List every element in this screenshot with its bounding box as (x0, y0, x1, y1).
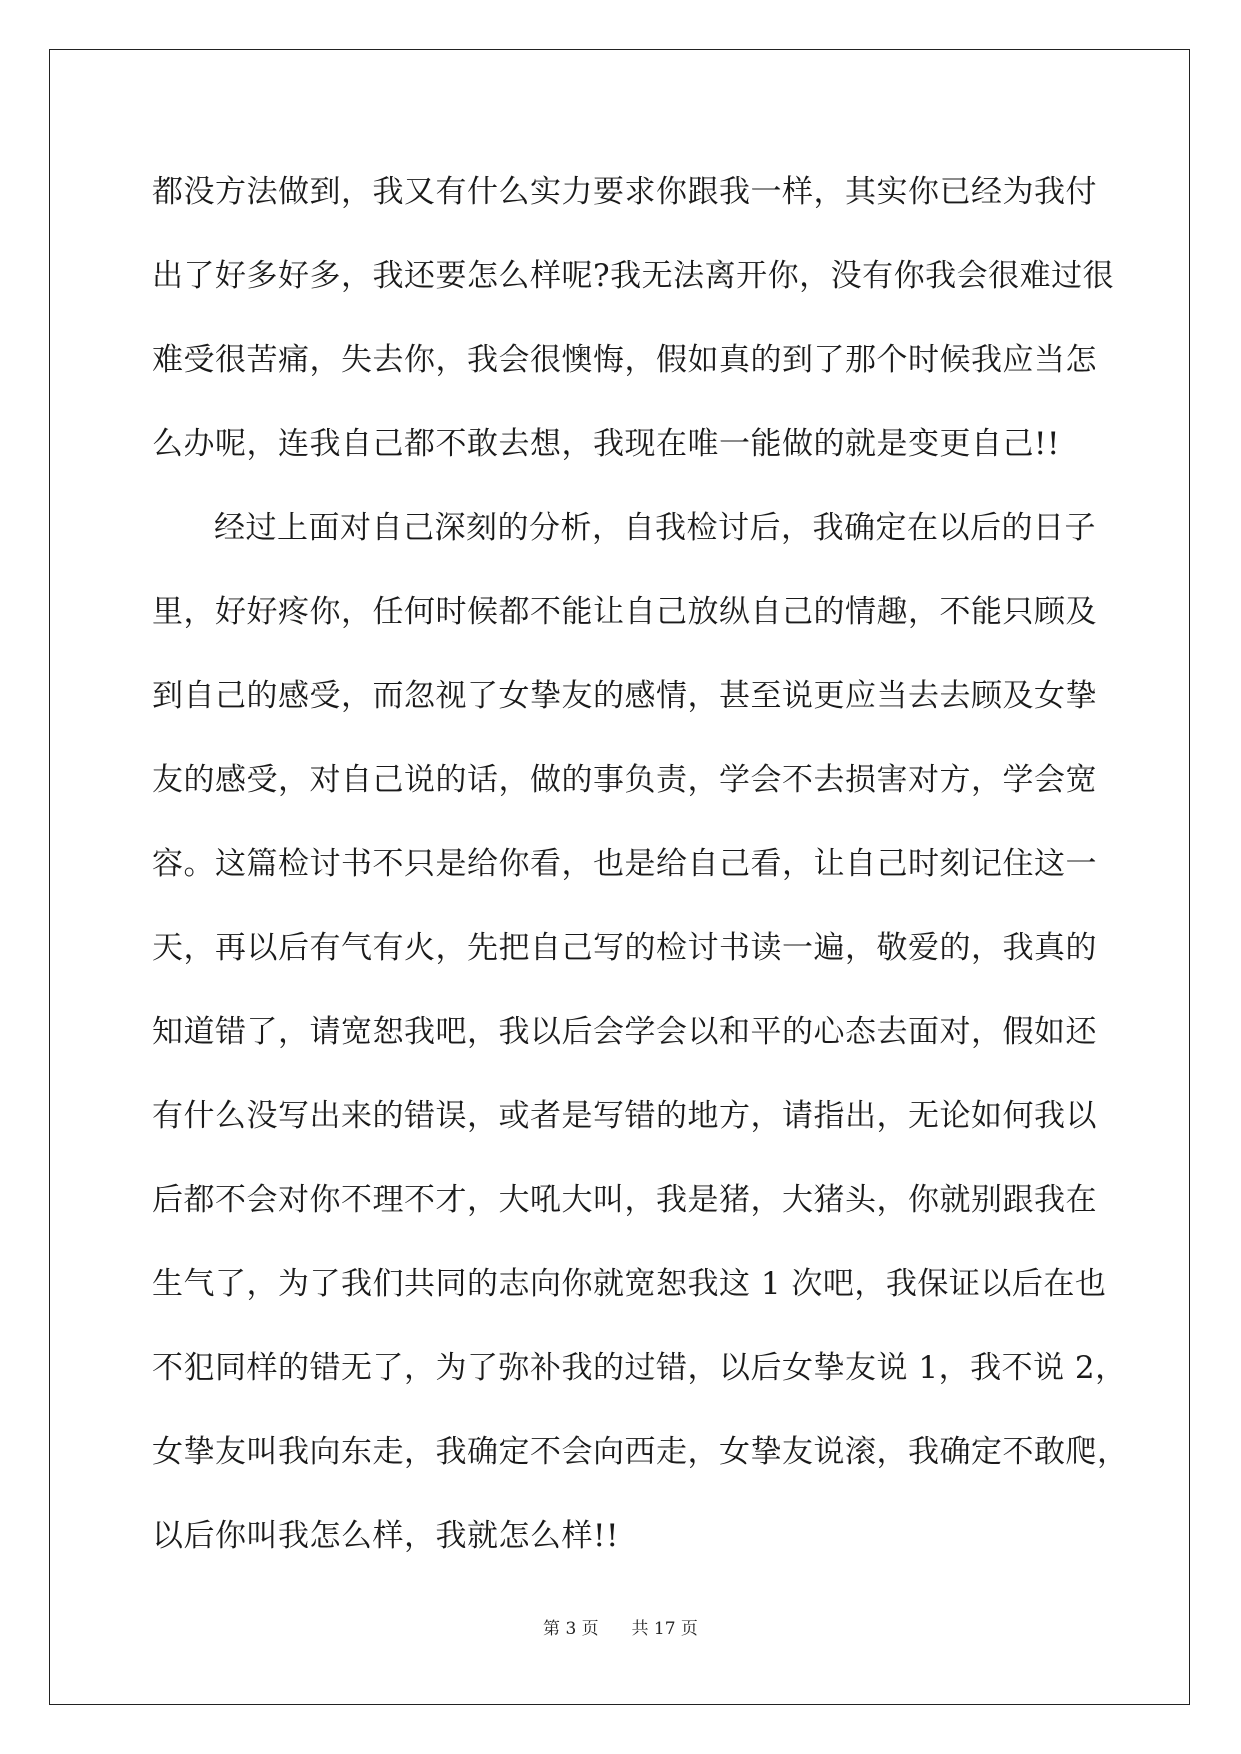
text-line: 都没方法做到，我又有什么实力要求你跟我一样，其实你已经为我付 (152, 174, 1097, 210)
text-line: 出了好多好多，我还要怎么样呢?我无法离开你，没有你我会很难过很 (152, 258, 1115, 294)
text-line: 么办呢，连我自己都不敢去想，我现在唯一能做的就是变更自己!! (152, 426, 1060, 462)
text-line: 友的感受，对自己说的话，做的事负责，学会不去损害对方，学会宽 (152, 762, 1097, 798)
text-line: 女挚友叫我向东走，我确定不会向西走，女挚友说滚，我确定不敢爬， (152, 1434, 1129, 1470)
text-line: 以后你叫我怎么样，我就怎么样!! (152, 1518, 619, 1554)
text-line: 容。这篇检讨书不只是给你看，也是给自己看，让自己时刻记住这一 (152, 846, 1097, 882)
paragraph-first-line: 经过上面对自己深刻的分析，自我检讨后，我确定在以后的日子 (214, 510, 1096, 546)
page-number-total: 共 17 页 (631, 1619, 698, 1639)
text-line: 知道错了，请宽恕我吧，我以后会学会以和平的心态去面对，假如还 (152, 1014, 1097, 1050)
text-line: 难受很苦痛，失去你，我会很懊悔，假如真的到了那个时候我应当怎 (152, 342, 1097, 378)
text-line: 天，再以后有气有火，先把自己写的检讨书读一遍，敬爱的，我真的 (152, 930, 1097, 966)
text-line: 生气了，为了我们共同的志向你就宽恕我这 1 次吧，我保证以后在也 (152, 1266, 1107, 1302)
text-line: 有什么没写出来的错误，或者是写错的地方，请指出，无论如何我以 (152, 1098, 1097, 1134)
text-line: 到自己的感受，而忽视了女挚友的感情，甚至说更应当去去顾及女挚 (152, 678, 1097, 714)
text-line: 后都不会对你不理不才，大吼大叫，我是猪，大猪头，你就别跟我在 (152, 1182, 1097, 1218)
document-body (152, 150, 1129, 1578)
text-line: 不犯同样的错无了，为了弥补我的过错，以后女挚友说 1，我不说 2， (152, 1350, 1127, 1386)
text-line: 里，好好疼你，任何时候都不能让自己放纵自己的情趣，不能只顾及 (152, 594, 1097, 630)
page-number-current: 第 3 页 (543, 1619, 599, 1639)
page-footer (0, 1614, 1241, 1639)
